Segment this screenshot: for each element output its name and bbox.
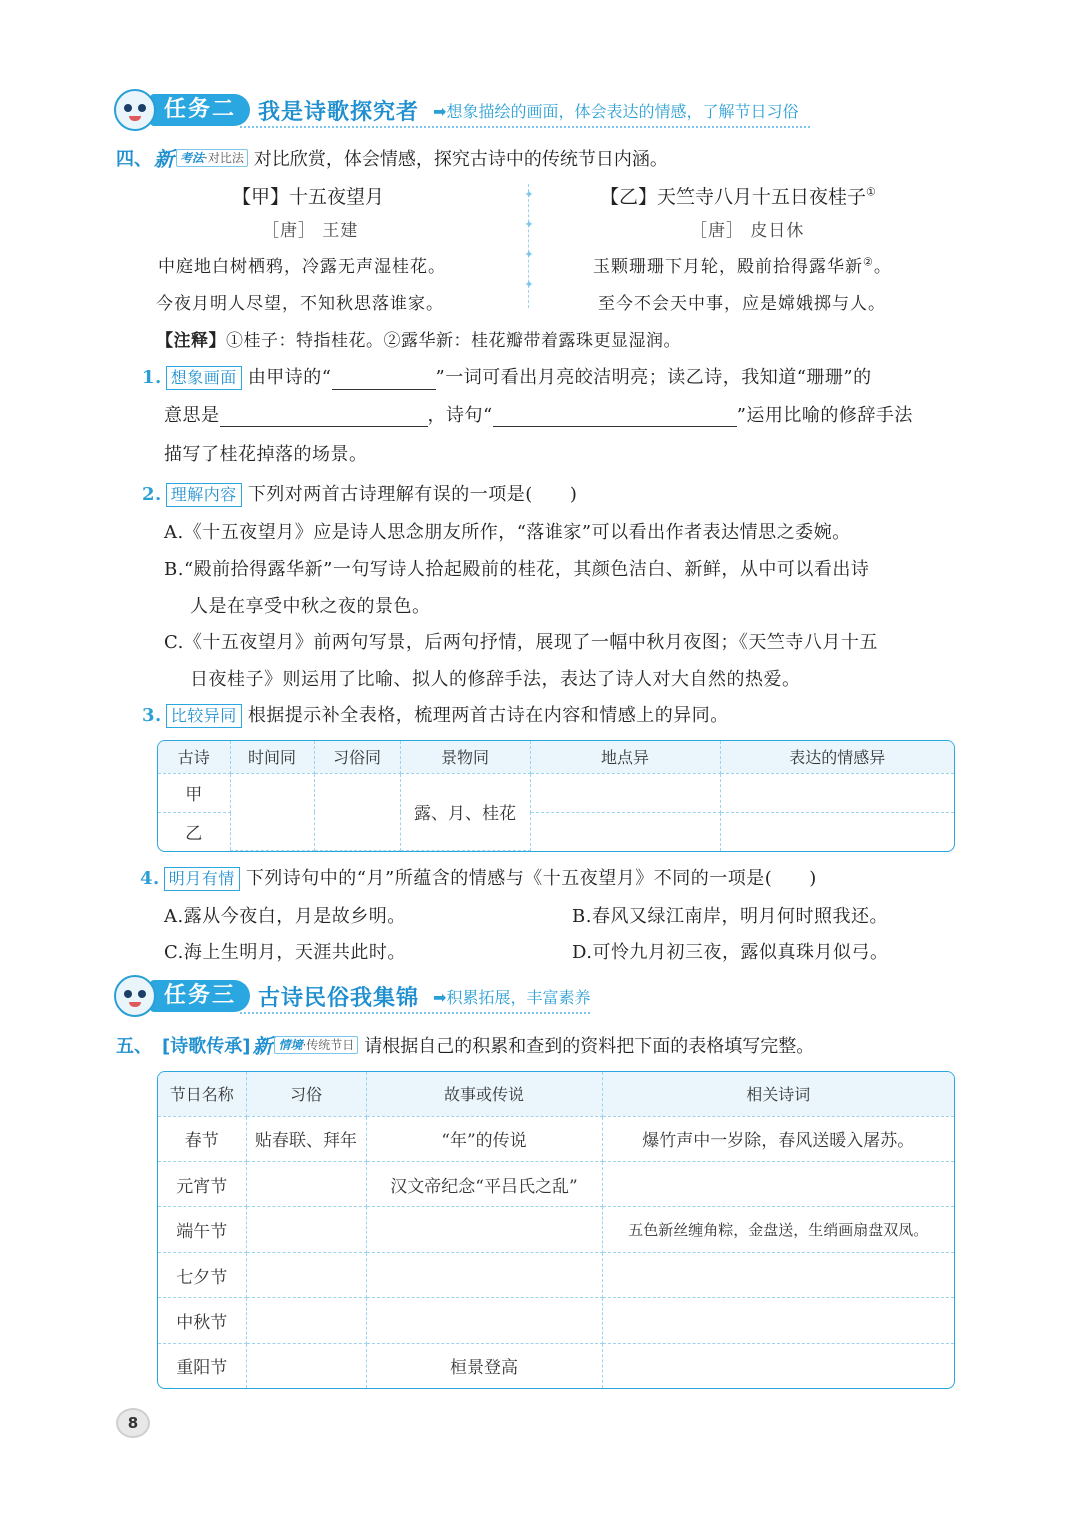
poem-a-line1: 中庭地白树栖鸦，冷露无声湿桂花。 [158,257,446,277]
q2-stem: 2. 理解内容 下列对两首古诗理解有误的一项是( ) [142,484,578,505]
section5-instruction: 请根据自己的积累和查到的资料把下面的表格填写完整。 [364,1035,815,1057]
q4-number: 4. [140,868,160,889]
poem-a-line2: 今夜月明人尽望，不知秋思落谁家。 [156,294,444,314]
star-decoration-icon: ✦ ✦ ✦ ✦ [524,188,534,291]
q1-blank-1[interactable] [332,370,436,390]
notes-text: ①桂子：特指桂花。②露华新：桂花瓣带着露珠更显湿润。 [226,331,681,351]
page-number: 8 [116,1408,150,1438]
answer-cell-custom[interactable] [314,773,400,851]
q1-blank-2[interactable] [220,407,428,427]
section5-number: 五、 [116,1035,152,1057]
task3-label: 任务三 [150,980,250,1012]
festival-custom[interactable] [246,1161,366,1206]
table-row [158,1116,954,1161]
poem-a-author: ［唐］ 王建 [262,221,359,241]
festival-name: 元宵节 [158,1161,246,1206]
q2-option-a[interactable]: A.《十五夜望月》应是诗人思念朋友所作，“落谁家”可以看出作者表达情思之委婉。 [164,522,851,543]
row-label-b: 乙 [158,812,230,850]
notes-label: 【注释】 [156,331,226,351]
table-row [158,1343,954,1388]
table-header: 相关诗词 [602,1072,954,1116]
task2-label: 任务二 [150,94,250,126]
q2-tag: 理解内容 [166,483,242,507]
table-header: 节日名称 [158,1072,246,1116]
q4-option-b[interactable]: B.春风又绿江南岸，明月何时照我还。 [572,906,888,927]
poem-b-line1: 玉颗珊珊下月轮，殿前拾得露华新②。 [593,255,892,277]
q1-blank-3[interactable] [493,407,737,427]
festival-poem: 爆竹声中一岁除，春风送暖入屠苏。 [602,1116,954,1161]
q1-line2: 意思是 ，诗句“ ”运用比喻的修辞手法 [164,405,913,426]
q1-line1: 1. 想象画面 由甲诗的“ ”一词可看出月亮皎洁明亮；读乙诗，我知道“珊珊”的 [142,367,872,388]
table-header: 习俗 [246,1072,366,1116]
table-header: 景物同 [400,741,530,773]
q4-option-c[interactable]: C.海上生明月，天涯共此时。 [164,942,406,963]
festival-name: 七夕节 [158,1252,246,1297]
section5-bracket: [诗歌传承] [162,1035,251,1057]
method-tag: 考法·对比法 [176,149,248,167]
answer-cell-place-a[interactable] [530,773,720,812]
task3-subtitle: ➡积累拓展，丰富素养 [433,987,591,1007]
table-header: 古诗 [158,741,230,773]
q2-option-b-line2: 人是在享受中秋之夜的景色。 [190,596,431,617]
festival-name: 中秋节 [158,1298,246,1343]
q4-tag: 明月有情 [164,867,240,891]
festival-custom[interactable] [246,1207,366,1252]
q2-option-b-line1[interactable]: B.“殿前拾得露华新”一句写诗人拾起殿前的桂花，其颜色洁白、新鲜，从中可以看出诗 [164,559,870,580]
festival-poem[interactable] [602,1343,954,1388]
q4-option-a[interactable]: A.露从今夜白，月是故乡明。 [164,906,406,927]
answer-cell-time[interactable] [230,773,314,851]
table-header: 地点异 [530,741,720,773]
festival-story[interactable] [366,1298,602,1343]
festival-name: 春节 [158,1116,246,1161]
festival-poem: 五色新丝缠角粽，金盘送，生绡画扇盘双凤。 [602,1207,954,1252]
festival-story: 汉文帝纪念“平吕氏之乱” [366,1161,602,1206]
row-label-a: 甲 [158,773,230,812]
q4-option-d[interactable]: D.可怜九月初三夜，露似真珠月似弓。 [572,942,889,963]
q2-option-c-line1[interactable]: C.《十五夜望月》前两句写景，后两句抒情，展现了一幅中秋月夜图；《天竺寺八月十五 [164,632,878,653]
notes [156,326,681,351]
mascot-icon [114,89,156,131]
table-header: 习俗同 [314,741,400,773]
poem-a-title: 【甲】十五夜望月 [232,186,385,208]
festival-name: 端午节 [158,1207,246,1252]
festival-custom[interactable] [246,1343,366,1388]
festival-custom[interactable] [246,1252,366,1297]
poem-b-line2: 至今不会天中事，应是嫦娥掷与人。 [598,294,886,314]
table-header: 故事或传说 [366,1072,602,1116]
festival-poem[interactable] [602,1298,954,1343]
table-header: 时间同 [230,741,314,773]
q3-number: 3. [142,705,162,726]
festival-story[interactable] [366,1207,602,1252]
festival-poem[interactable] [602,1252,954,1297]
task2-banner [114,90,798,130]
section4-heading [116,143,668,172]
section4-number: 四、 [116,148,152,170]
festival-story: 桓景登高 [366,1343,602,1388]
table-row [158,1298,954,1343]
section5-heading [116,1030,814,1059]
xin-mark: 新 [154,147,174,171]
q2-number: 2. [142,484,162,505]
q1-number: 1. [142,367,162,388]
section4-instruction: 对比欣赏，体会情感，探究古诗中的传统节日内涵。 [253,148,668,170]
q1-tag: 想象画面 [166,366,242,390]
answer-cell-place-b[interactable] [530,812,720,850]
divider [240,1012,590,1014]
poem-b-author: ［唐］ 皮日休 [690,221,805,241]
festival-table [157,1071,955,1389]
poem-b-title: 【乙】天竺寺八月十五日夜桂子① [600,185,876,208]
scenery-cell: 露、月、桂花 [400,773,530,851]
festival-story: “年”的传说 [366,1116,602,1161]
festival-custom[interactable] [246,1298,366,1343]
divider [240,126,810,128]
q1-line3: 描写了桂花掉落的场景。 [164,444,368,465]
table-row [158,1161,954,1206]
xin-mark: 新 [252,1034,273,1058]
festival-story[interactable] [366,1252,602,1297]
task2-subtitle: ➡想象描绘的画面，体会表达的情感，了解节日习俗 [433,101,799,121]
festival-name: 重阳节 [158,1343,246,1388]
festival-custom: 贴春联、拜年 [246,1116,366,1161]
table-row [158,1252,954,1297]
festival-poem[interactable] [602,1161,954,1206]
task3-banner [114,976,590,1016]
q3-stem: 3. 比较异同 根据提示补全表格，梳理两首古诗在内容和情感上的异同。 [142,705,729,726]
q2-option-c-line2: 日夜桂子》则运用了比喻、拟人的修辞手法，表达了诗人对大自然的热爱。 [190,669,801,690]
task3-title: 古诗民俗我集锦 [258,985,420,1011]
comparison-table [157,740,955,852]
answer-cell-emotion-b[interactable] [720,812,954,850]
q3-tag: 比较异同 [166,704,242,728]
table-row [158,1207,954,1252]
task2-title: 我是诗歌探究者 [258,99,420,125]
context-tag: 情境·传统节日 [274,1036,358,1054]
q4-stem: 4. 明月有情 下列诗句中的“月”所蕴含的情感与《十五夜望月》不同的一项是( ) [140,868,817,889]
table-header: 表达的情感异 [720,741,954,773]
mascot-icon [114,975,156,1017]
answer-cell-emotion-a[interactable] [720,773,954,812]
